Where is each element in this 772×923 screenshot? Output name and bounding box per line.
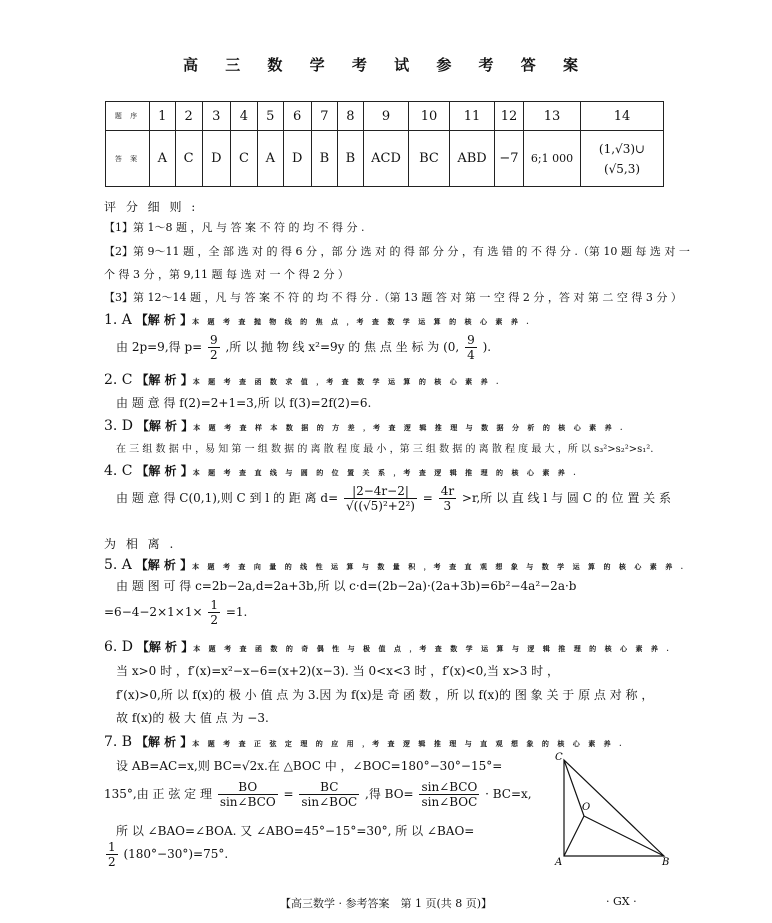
frac-denominator: 3 [443, 499, 452, 513]
frac-denominator: sin∠BOC [301, 795, 358, 809]
footer-code: · GX · [606, 895, 637, 908]
label-a: A [555, 857, 563, 867]
q1-note: 本 题 考 查 抛 物 线 的 焦 点 ，考 查 数 学 运 算 的 核 心 素 养 . [192, 317, 532, 326]
answer-cell: B [311, 131, 337, 187]
q1-frac-1 [208, 333, 220, 362]
answer-cell: ACD [364, 131, 409, 187]
q7-frac-4 [106, 840, 118, 869]
question-number: 4 [230, 102, 257, 131]
frac-numerator: 1 [108, 840, 116, 854]
frac-numerator: 9 [210, 333, 218, 347]
q7-line-3: 所 以 ∠BAO=∠BOA. 又 ∠ABO=45°−15°=30°, 所 以 ∠BAO= [116, 824, 475, 838]
answer-cell: A [150, 131, 176, 187]
frac-numerator: |2−4r−2| [344, 484, 417, 499]
q1-text-1: 由 2p=9,得 p= [116, 340, 203, 354]
question-number: 9 [364, 102, 409, 131]
frac-numerator: BO [218, 780, 278, 795]
q3-note: 本 题 考 查 样 本 数 据 的 方 差 ，考 查 逻 辑 推 理 与 数 据 分 析 的 核 心 素 养 . [193, 423, 626, 432]
answer-cell: B [337, 131, 363, 187]
label-o: O [582, 802, 591, 813]
q6-note: 本 题 考 查 函 数 的 奇 偶 性 与 极 值 点 ，考 查 数 学 运 算 与 逻 辑 推 理 的 核 心 素 养 . [193, 644, 672, 653]
rule-3: 【3】第 12～14 题 ，凡 与 答 案 不 符 的 均 不 得 分 .（第 13 题 答 对 第 一 空 得 2 分 ，答 对 第 二 空 得 3 分 ） [104, 291, 682, 304]
q6-tag: 【解 析 】 [136, 640, 194, 654]
q7-frac-1 [218, 780, 278, 809]
answer-14-line1: (1,√3)∪ [598, 141, 646, 156]
q4-solution-end: 为 相 离 . [104, 537, 177, 551]
q4-frac-2 [439, 484, 456, 513]
q1-header [104, 311, 532, 328]
rules-title: 评 分 细 则 : [104, 200, 199, 214]
q1-text-2: ,所 以 抛 物 线 x²=9y 的 焦 点 坐 标 为 (0, [225, 340, 460, 354]
q5-frac [208, 598, 220, 627]
question-number: 7 [311, 102, 337, 131]
q7-text-4: (180°−30°)=75°. [123, 847, 229, 861]
q6-line-2: f′(x)>0,所 以 f(x)的 极 小 值 点 为 3.因 为 f(x)是 奇 函 数 ，所 以 f(x)的 图 象 关 于 原 点 对 称 ， [116, 688, 654, 702]
row-header-label: 题 序 [106, 102, 150, 131]
rule-2-cont: 个 得 3 分 ，第 9,11 题 每 选 对 一 个 得 2 分 ） [104, 268, 349, 281]
q2-tag: 【解 析 】 [136, 373, 193, 387]
answer-table-header-row [106, 102, 664, 131]
q7-frac-3 [419, 780, 479, 809]
answer-cell: 6;1 000 [524, 131, 581, 187]
q5-tag: 【解 析 】 [135, 558, 193, 572]
q4-frac-1 [344, 484, 417, 513]
answer-cell: BC [409, 131, 450, 187]
frac-numerator: 4r [440, 484, 455, 498]
frac-denominator: √((√5)²+2²) [346, 499, 415, 513]
question-number: 12 [495, 102, 524, 131]
q5-solution: 由 题 图 可 得 c=2b−2a,d=2a+3b,所 以 c·d=(2b−2a)·(2a+3b)=6b²−4a²−2a·b [116, 579, 577, 593]
answer-cell: C [175, 131, 202, 187]
q7-frac-2 [299, 780, 359, 809]
q4-answer: 4. C [104, 463, 133, 479]
answer-cell: −7 [495, 131, 524, 187]
q2-solution: 由 题 意 得 f(2)=2+1=3,所 以 f(3)=2f(2)=6. [116, 396, 372, 410]
q7-line-1: 设 AB=AC=x,则 BC=√2x.在 △BOC 中 ，∠BOC=180°−30°−15°= [116, 759, 503, 773]
frac-denominator: 2 [210, 613, 218, 627]
q6-line-1: 当 x>0 时 ，f′(x)=x²−x−6=(x+2)(x−3). 当 0<x<3 时 ，f′(x)<0,当 x>3 时 ， [116, 664, 559, 678]
q7-header [104, 733, 625, 750]
q5-note: 本 题 考 查 向 量 的 线 性 运 算 与 数 量 积 ，考 查 直 观 想 象 与 数 学 运 算 的 核 心 素 养 . [192, 562, 687, 571]
q4-text-2: = [422, 491, 433, 505]
q5-solution-2 [104, 598, 247, 627]
q7-note: 本 题 考 查 正 弦 定 理 的 应 用 ，考 查 逻 辑 推 理 与 直 观 想 象 的 核 心 素 养 . [192, 739, 625, 748]
page-title: 高 三 数 学 考 试 参 考 答 案 [182, 56, 589, 74]
question-number: 3 [202, 102, 230, 131]
q2-header [104, 371, 501, 388]
question-number: 10 [409, 102, 450, 131]
q4-text-3: >r,所 以 直 线 l 与 圆 C 的 位 置 关 系 [461, 491, 671, 505]
triangle-abc [564, 760, 664, 856]
segment-bo [584, 816, 664, 856]
triangle-figure [552, 752, 672, 867]
q7-line-2 [104, 780, 532, 809]
q6-header [104, 638, 672, 655]
q4-text-1: 由 题 意 得 C(0,1),则 C 到 l 的 距 离 d= [116, 491, 339, 505]
label-c: C [555, 752, 563, 763]
q3-header [104, 417, 625, 434]
answer-cell: ABD [450, 131, 495, 187]
q1-text-3: ). [482, 340, 492, 354]
frac-numerator: 9 [467, 333, 475, 347]
segment-ao [564, 816, 584, 856]
question-number: 11 [450, 102, 495, 131]
q1-frac-2 [465, 333, 477, 362]
q7-line-4 [104, 840, 228, 869]
q5-answer: 5. A [104, 557, 132, 573]
q3-answer: 3. D [104, 418, 134, 434]
question-number: 5 [257, 102, 283, 131]
answer-cell: D [283, 131, 311, 187]
q7-eq: = [283, 787, 294, 801]
answer-cell: D [202, 131, 230, 187]
answer-cell: C [230, 131, 257, 187]
q1-tag: 【解 析 】 [135, 313, 193, 327]
q6-line-3: 故 f(x)的 极 大 值 点 为 −3. [116, 711, 269, 725]
rule-2: 【2】第 9～11 题 ，全 部 选 对 的 得 6 分 ，部 分 选 对 的 得 部 分 分 ，有 选 错 的 不 得 分 .（第 10 题 每 选 对 一 [104, 245, 690, 258]
frac-denominator: sin∠BCO [219, 795, 276, 809]
answer-table-answer-row [106, 131, 664, 187]
answer-table [105, 101, 664, 187]
segment-co [564, 760, 584, 816]
q7-text-2c: · BC=x, [485, 787, 532, 801]
q7-tag: 【解 析 】 [135, 735, 193, 749]
q4-tag: 【解 析 】 [136, 464, 193, 478]
q4-note: 本 题 考 查 直 线 与 圆 的 位 置 关 系 ，考 查 逻 辑 推 理 的 核 心 素 养 . [192, 468, 579, 477]
row-answer-label: 答 案 [106, 131, 150, 187]
q7-answer: 7. B [104, 734, 133, 750]
q1-solution [116, 333, 491, 362]
question-number: 6 [283, 102, 311, 131]
answer-cell-14 [581, 131, 664, 187]
q3-tag: 【解 析 】 [136, 419, 194, 433]
question-number: 1 [150, 102, 176, 131]
q2-note: 本 题 考 查 函 数 求 值 ，考 查 数 学 运 算 的 核 心 素 养 . [192, 377, 502, 386]
question-number: 13 [524, 102, 581, 131]
q6-answer: 6. D [104, 639, 134, 655]
label-b: B [662, 857, 670, 867]
q5-text-2: =6−4−2×1×1× [104, 605, 203, 619]
q7-text-2a: 135°,由 正 弦 定 理 [104, 787, 212, 801]
q3-solution: 在 三 组 数 据 中 ，易 知 第 一 组 数 据 的 离 散 程 度 最 小 ，第 三 组 数 据 的 离 散 程 度 最 大 ，所 以 s₃²>s₂²>s₁². [116, 444, 654, 455]
frac-denominator: 2 [108, 855, 116, 869]
frac-numerator: 1 [210, 598, 218, 612]
frac-denominator: 2 [210, 348, 218, 362]
frac-numerator: BC [299, 780, 359, 795]
question-number: 2 [175, 102, 202, 131]
q5-text-3: =1. [225, 605, 248, 619]
frac-denominator: sin∠BOC [421, 795, 478, 809]
question-number: 8 [337, 102, 363, 131]
rule-1: 【1】第 1～8 题 ，凡 与 答 案 不 符 的 均 不 得 分 . [104, 221, 365, 234]
q4-solution [116, 484, 671, 513]
answer-14-line2: (√5,3) [603, 161, 641, 176]
frac-numerator: sin∠BCO [421, 780, 478, 794]
q5-header [104, 556, 686, 573]
q1-answer: 1. A [104, 312, 132, 328]
question-number: 14 [581, 102, 664, 131]
answer-cell: A [257, 131, 283, 187]
frac-denominator: 4 [467, 348, 475, 362]
q2-answer: 2. C [104, 372, 133, 388]
q4-header [104, 462, 579, 479]
page-footer: 【高三数学 · 参考答案 第 1 页(共 8 页)】 [279, 897, 493, 910]
q7-text-2b: ,得 BO= [365, 787, 414, 801]
